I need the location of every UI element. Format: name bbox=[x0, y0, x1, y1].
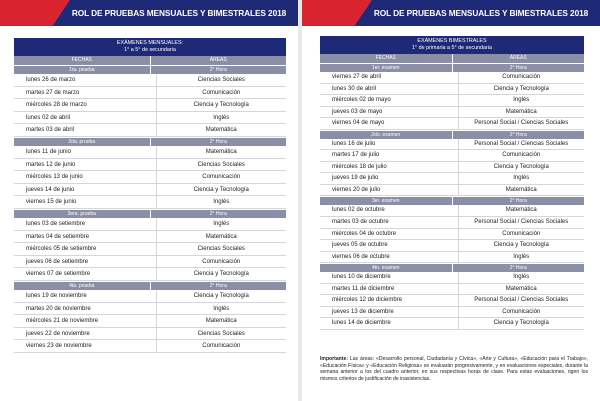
area-cell: Comunicación bbox=[202, 343, 241, 350]
area-cell: Inglés bbox=[513, 175, 530, 182]
section-header bbox=[320, 64, 584, 72]
table-row bbox=[320, 252, 584, 264]
date-cell: lunes 10 de diciembre bbox=[320, 272, 459, 283]
date-cell: miércoles 05 de setiembre bbox=[14, 243, 157, 255]
table-row bbox=[320, 205, 584, 217]
section-hour: 2° Hora bbox=[209, 210, 227, 217]
date-cell: viernes 23 de noviembre bbox=[14, 340, 157, 352]
table-header bbox=[14, 38, 286, 56]
section-header bbox=[320, 197, 584, 205]
col-fechas: FECHAS bbox=[14, 56, 151, 65]
table-row bbox=[14, 328, 286, 341]
date-cell: miércoles 21 de noviembre bbox=[14, 315, 157, 327]
area-cell: Matemática bbox=[505, 207, 537, 214]
area-cell: Ciencias Sociales bbox=[197, 246, 245, 253]
table-body bbox=[320, 64, 584, 330]
table-row bbox=[14, 196, 286, 209]
table-title: EXÁMENES BIMESTRALES bbox=[417, 38, 487, 44]
left-banner-title: ROL DE PRUEBAS MENSUALES Y BIMESTRALES 2018 bbox=[71, 8, 287, 18]
section-hour: 2° Hora bbox=[509, 198, 527, 205]
date-cell: viernes 15 de junio bbox=[14, 196, 157, 208]
area-cell: Inglés bbox=[513, 253, 530, 260]
area-cell: Inglés bbox=[213, 114, 230, 121]
table-row bbox=[320, 139, 584, 151]
right-banner bbox=[302, 0, 600, 26]
date-cell: jueves 05 de octubre bbox=[320, 240, 459, 251]
date-cell: martes 20 de noviembre bbox=[14, 303, 157, 315]
date-cell: jueves 03 de mayo bbox=[320, 107, 459, 118]
date-cell: lunes 02 de octubre bbox=[320, 205, 459, 216]
table-row bbox=[14, 112, 286, 125]
section-header bbox=[14, 66, 286, 74]
date-cell: miércoles 02 de mayo bbox=[320, 95, 459, 106]
section-header bbox=[14, 282, 286, 290]
table-row bbox=[320, 95, 584, 107]
date-cell: miércoles 13 de junio bbox=[14, 171, 157, 183]
monthly-exams-table bbox=[14, 38, 286, 353]
area-cell: Comunicación bbox=[202, 89, 241, 96]
table-row bbox=[14, 268, 286, 281]
section-hour: 2° Hora bbox=[209, 67, 227, 73]
table-title: EXÁMENES MENSUALES: bbox=[116, 40, 184, 46]
table-row bbox=[320, 72, 584, 84]
date-cell: viernes 07 de setiembre bbox=[14, 268, 157, 280]
section-hour: 2° Hora bbox=[209, 282, 227, 289]
area-cell: Ciencias Sociales bbox=[197, 161, 245, 168]
table-row bbox=[14, 340, 286, 353]
area-cell: Ciencia y Tecnología bbox=[193, 186, 249, 193]
table-row bbox=[14, 231, 286, 244]
area-cell: Ciencia y Tecnología bbox=[193, 102, 249, 109]
col-areas: ÁREAS bbox=[509, 55, 527, 61]
date-cell: lunes 19 de noviembre bbox=[14, 290, 157, 302]
date-cell: lunes 26 de marzo bbox=[14, 74, 157, 86]
section-label: 3er. examen bbox=[320, 197, 453, 205]
area-cell: Ciencia y Tecnología bbox=[493, 320, 549, 327]
table-row bbox=[320, 318, 584, 330]
date-cell: jueves 06 de setiembre bbox=[14, 256, 157, 268]
table-row bbox=[320, 284, 584, 296]
table-header bbox=[320, 36, 584, 54]
section-hour: 2° Hora bbox=[509, 65, 527, 71]
date-cell: lunes 14 de diciembre bbox=[320, 318, 459, 329]
area-cell: Inglés bbox=[213, 220, 230, 227]
date-cell: jueves 19 de julio bbox=[320, 173, 459, 184]
area-cell: Inglés bbox=[513, 274, 530, 281]
area-cell: Matemática bbox=[205, 148, 237, 155]
section-label: 2do. examen bbox=[320, 131, 453, 139]
section-label: 1ra. prueba bbox=[14, 66, 151, 74]
col-areas: ÁREAS bbox=[209, 57, 227, 63]
area-cell: Personal Social / Ciencias Sociales bbox=[474, 297, 569, 304]
date-cell: jueves 22 de noviembre bbox=[14, 328, 157, 340]
area-cell: Personal Social / Ciencias Sociales bbox=[474, 140, 569, 147]
date-cell: jueves 13 de diciembre bbox=[320, 307, 459, 318]
area-cell: Inglés bbox=[213, 199, 230, 206]
date-cell: lunes 03 de setiembre bbox=[14, 218, 157, 230]
area-cell: Matemática bbox=[505, 186, 537, 193]
table-row bbox=[320, 229, 584, 241]
table-row bbox=[14, 243, 286, 256]
date-cell: martes 12 de junio bbox=[14, 159, 157, 171]
section-hour: 2° Hora bbox=[209, 138, 227, 145]
date-cell: martes 03 de abril bbox=[14, 124, 157, 136]
table-row bbox=[320, 162, 584, 174]
area-cell: Ciencias Sociales bbox=[197, 330, 245, 337]
date-cell: jueves 14 de junio bbox=[14, 184, 157, 196]
date-cell: viernes 04 de mayo bbox=[320, 118, 459, 129]
table-row bbox=[320, 272, 584, 284]
table-row bbox=[14, 315, 286, 328]
date-cell: lunes 30 de abril bbox=[320, 84, 459, 95]
section-label: 2da. prueba bbox=[14, 138, 151, 146]
table-row bbox=[320, 84, 584, 96]
section-hour: 2° Hora bbox=[509, 131, 527, 138]
area-cell: Matemática bbox=[205, 233, 237, 240]
area-cell: Ciencias Sociales bbox=[197, 77, 245, 83]
section-header bbox=[14, 210, 286, 218]
table-row bbox=[14, 303, 286, 316]
table-row bbox=[320, 295, 584, 307]
table-row bbox=[14, 218, 286, 231]
table-row bbox=[14, 171, 286, 184]
area-cell: Comunicación bbox=[202, 174, 241, 181]
table-row bbox=[14, 74, 286, 87]
date-cell: miércoles 12 de diciembre bbox=[320, 295, 459, 306]
area-cell: Ciencia y Tecnología bbox=[193, 271, 249, 278]
area-cell: Personal Social / Ciencias Sociales bbox=[474, 120, 569, 127]
table-row bbox=[320, 185, 584, 197]
date-cell: miércoles 28 de marzo bbox=[14, 99, 157, 111]
table-row bbox=[14, 159, 286, 172]
area-cell: Ciencia y Tecnología bbox=[493, 163, 549, 170]
area-cell: Inglés bbox=[213, 305, 230, 312]
table-subtitle: 1° a 5° de secundaria bbox=[124, 47, 176, 53]
area-cell: Ciencia y Tecnología bbox=[493, 242, 549, 249]
area-cell: Comunicación bbox=[502, 230, 541, 237]
area-cell: Inglés bbox=[513, 97, 530, 104]
table-row bbox=[14, 99, 286, 112]
section-label: 4ta. prueba bbox=[14, 282, 151, 290]
area-cell: Comunicación bbox=[502, 74, 541, 80]
area-cell: Matemática bbox=[505, 285, 537, 292]
date-cell: miércoles 18 de julio bbox=[320, 162, 459, 173]
table-row bbox=[320, 307, 584, 319]
date-cell: martes 17 de julio bbox=[320, 150, 459, 161]
date-cell: martes 04 de setiembre bbox=[14, 231, 157, 243]
table-row bbox=[14, 124, 286, 137]
left-banner bbox=[0, 0, 298, 26]
section-label: 3era. prueba bbox=[14, 210, 151, 218]
table-row bbox=[320, 107, 584, 119]
section-header bbox=[320, 264, 584, 272]
section-label: 4to. examen bbox=[320, 264, 453, 272]
date-cell: martes 03 de octubre bbox=[320, 217, 459, 228]
table-body bbox=[14, 66, 286, 353]
table-row bbox=[320, 240, 584, 252]
section-header bbox=[14, 138, 286, 146]
date-cell: viernes 20 de julio bbox=[320, 185, 459, 196]
table-row bbox=[320, 173, 584, 185]
date-cell: martes 27 de marzo bbox=[14, 87, 157, 99]
table-row bbox=[320, 118, 584, 130]
table-row bbox=[14, 184, 286, 197]
note-label: Importante: bbox=[320, 356, 349, 362]
date-cell: lunes 16 de julio bbox=[320, 139, 459, 150]
col-fechas: FECHAS bbox=[320, 54, 453, 63]
date-cell: lunes 11 de junio bbox=[14, 146, 157, 158]
table-row bbox=[14, 146, 286, 159]
column-headers bbox=[320, 54, 584, 63]
area-cell: Ciencia y Tecnología bbox=[193, 292, 249, 299]
table-row bbox=[14, 256, 286, 269]
column-headers bbox=[14, 56, 286, 65]
table-subtitle: 1° de primaria a 5° de secundaria bbox=[411, 45, 493, 51]
date-cell: viernes 27 de abril bbox=[320, 72, 459, 83]
area-cell: Matemática bbox=[505, 108, 537, 115]
table-row bbox=[14, 87, 286, 100]
area-cell: Comunicación bbox=[502, 152, 541, 159]
table-row bbox=[320, 217, 584, 229]
left-page bbox=[0, 0, 298, 401]
bimonthly-exams-table bbox=[320, 36, 584, 330]
important-note bbox=[320, 356, 588, 382]
table-row bbox=[14, 290, 286, 303]
area-cell: Comunicación bbox=[502, 308, 541, 315]
right-banner-title: ROL DE PRUEBAS MENSUALES Y BIMESTRALES 2018 bbox=[373, 8, 589, 18]
area-cell: Ciencia y Tecnología bbox=[493, 85, 549, 92]
date-cell: viernes 06 de octubre bbox=[320, 252, 459, 263]
section-hour: 2° Hora bbox=[509, 265, 527, 272]
table-row bbox=[320, 150, 584, 162]
area-cell: Matemática bbox=[205, 318, 237, 325]
area-cell: Matemática bbox=[205, 127, 237, 134]
area-cell: Comunicación bbox=[202, 258, 241, 265]
date-cell: martes 11 de diciembre bbox=[320, 284, 459, 295]
section-header bbox=[320, 131, 584, 139]
area-cell: Personal Social / Ciencias Sociales bbox=[474, 219, 569, 226]
date-cell: lunes 02 de abril bbox=[14, 112, 157, 124]
date-cell: miércoles 04 de octubre bbox=[320, 229, 459, 240]
section-label: 1er. examen bbox=[320, 64, 453, 72]
note-text: Las áreas: «Desarrollo personal, Ciudadanía y Cívica», «Arte y Cultura», «Educación para el Trabajo», «Educación Física» y «Educación Religiosa» se evaluarán progresivamente, y en evaluaciones especiales, durante la semana anterior a los del cuadro anterior, en sus respectivas horas de clase. Para estas evaluaciones, rigen los mismos criterios de justificación de inasistencias. bbox=[320, 356, 588, 382]
right-page bbox=[302, 0, 600, 401]
